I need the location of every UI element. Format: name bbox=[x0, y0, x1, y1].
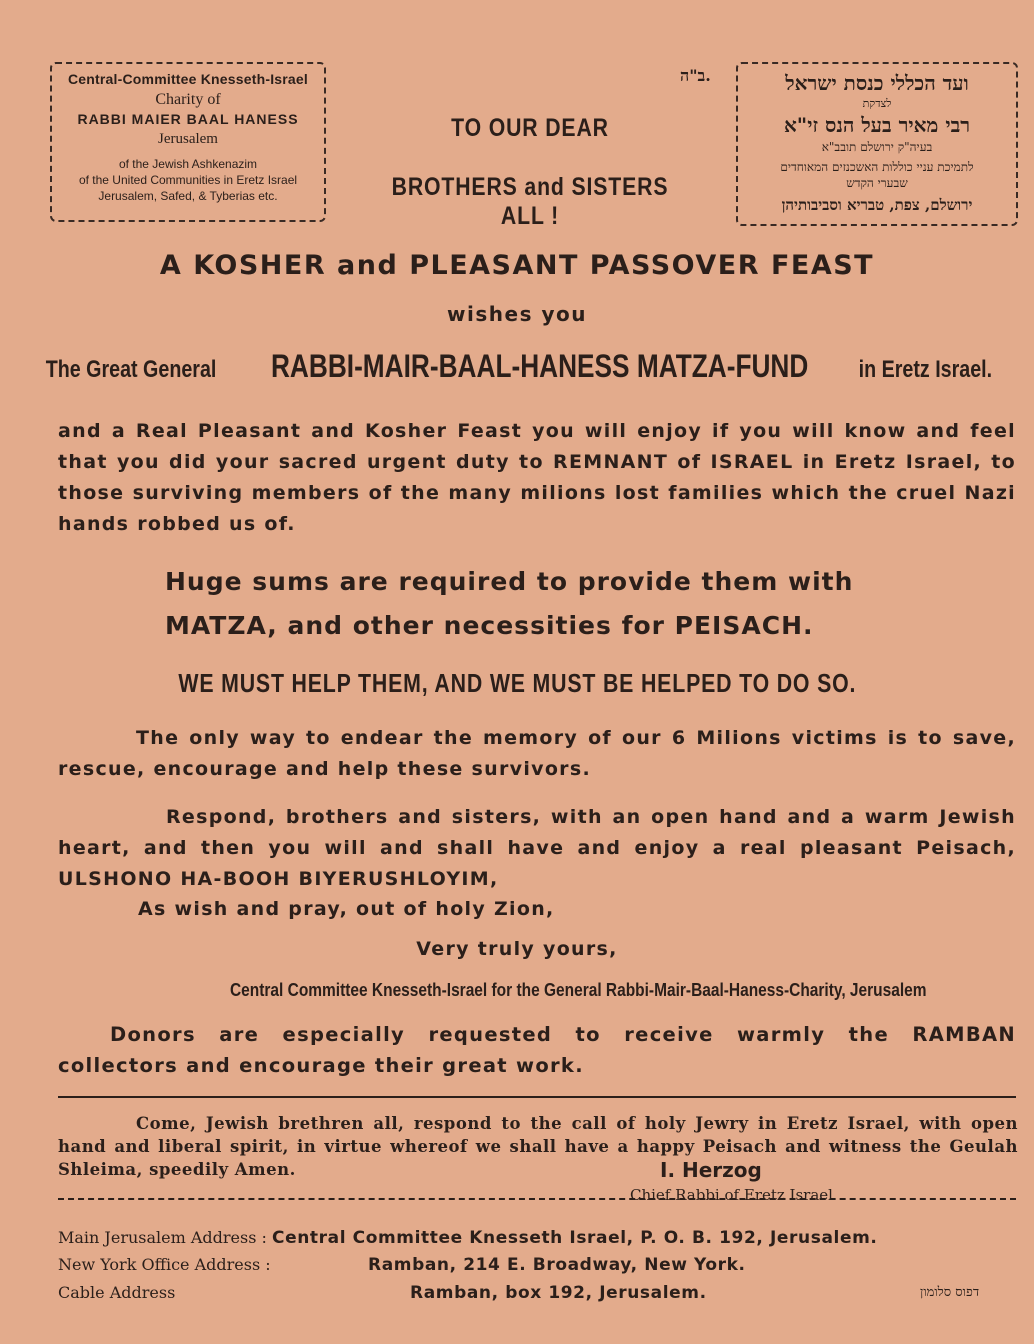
wish-pray-line: As wish and pray, out of holy Zion, bbox=[138, 898, 555, 920]
stamp-en-line: RABBI MAIER BAAL HANESS bbox=[77, 111, 299, 128]
stamp-en-line: Charity of bbox=[155, 90, 221, 108]
address-value: Ramban, box 192, Jerusalem. bbox=[410, 1283, 707, 1303]
english-stamp bbox=[50, 62, 326, 222]
bh-mark: ב"ה. bbox=[680, 66, 711, 85]
divider bbox=[58, 1198, 1016, 1200]
stamp-en-line: Jerusalem bbox=[158, 131, 218, 148]
greeting-line-2: BROTHERS and SISTERS ALL ! bbox=[391, 173, 669, 230]
fund-before: The Great General bbox=[46, 356, 217, 383]
stamp-he-line: בעיה"ק ירושלם תובב"א bbox=[821, 139, 933, 154]
stamp-he-line: לתמיכת עניי כוללות האשכנזים המאוחדים bbox=[780, 160, 974, 175]
stamp-en-line: Jerusalem, Safed, & Tyberias etc. bbox=[98, 189, 278, 203]
paragraph-respond: Respond, brothers and sisters, with an open hand and a warm Jewish heart, and then you will and shall have and enjoy a real pleasant Peisach, ULSHONO HA-BOOH BIYERUSHLOYIM, bbox=[58, 806, 1016, 890]
headline: A KOSHER and PLEASANT PASSOVER FEAST bbox=[159, 250, 875, 281]
huge-sums-line-2: MATZA, and other necessities for PEISACH. bbox=[165, 611, 814, 640]
address-label: Main Jerusalem Address : bbox=[58, 1228, 267, 1247]
address-label: New York Office Address : bbox=[58, 1255, 271, 1274]
paragraph-feast: and a Real Pleasant and Kosher Feast you will enjoy if you will know and feel that you did your sacred urgent duty to REMNANT of ISRAEL in Eretz Israel, to those surviving members of the many milions lost families which the cruel Nazi hands robbed us of. bbox=[58, 420, 1016, 535]
stamp-he-line: לצדקת bbox=[862, 97, 892, 110]
address-label: Cable Address bbox=[58, 1283, 176, 1302]
signatory-text: Central Committee Knesseth-Israel for the General Rabbi-Mair-Baal-Haness-Charity, Jerusalem bbox=[230, 980, 927, 1000]
herzog-message: Come, Jewish brethren all, respond to the call of holy Jewry in Eretz Israel, with open hand and liberal spirit, in virtue whereof we shall have a happy Peisach and witness the Geulah Shleima, speedily Amen. bbox=[58, 1114, 1018, 1179]
fund-after: in Eretz Israel. bbox=[858, 356, 992, 383]
fund-name: RABBI-MAIR-BAAL-HANESS MATZA-FUND bbox=[270, 348, 809, 384]
stamp-he-line: רבי מאיר בעל הנס זי"א bbox=[783, 112, 971, 137]
must-help-line bbox=[0, 668, 1034, 699]
paragraph-donors: Donors are especially requested to receive warmly the RAMBAN collectors and encourage their great work. bbox=[58, 1023, 1016, 1077]
closing-line: Very truly yours, bbox=[416, 938, 618, 960]
address-value: Ramban, 214 E. Broadway, New York. bbox=[368, 1255, 746, 1275]
divider bbox=[58, 1096, 1016, 1098]
signatory-line bbox=[230, 980, 1034, 1001]
herzog-signature-name: I. Herzog bbox=[660, 1158, 762, 1182]
herzog-title: Chief Rabbi of Eretz Israel bbox=[630, 1186, 833, 1204]
printer-mark: דפוס סלומון bbox=[920, 1285, 980, 1300]
stamp-he-line: ועד הכללי כנסת ישראל bbox=[785, 71, 969, 95]
stamp-en-line: of the United Communities in Eretz Israel bbox=[78, 172, 298, 187]
greeting-line-1: TO OUR DEAR bbox=[451, 114, 609, 142]
paragraph-memory: The only way to endear the memory of our 6 Milions victims is to save, rescue, encourage and help these survivors. bbox=[58, 727, 1016, 780]
address-value: Central Committee Knesseth Israel, P. O. B. 192, Jerusalem. bbox=[272, 1228, 878, 1248]
stamp-he-line: שבערי הקדש bbox=[846, 176, 908, 191]
stamp-he-line: ירושלם, צפת, טבריא וסביבותיהן bbox=[781, 196, 973, 215]
wishes-line: wishes you bbox=[447, 302, 587, 326]
stamp-en-line: Central-Committee Knesseth-Israel bbox=[68, 71, 308, 87]
fund-line bbox=[0, 348, 1034, 385]
huge-sums-line-1: Huge sums are required to provide them with bbox=[165, 567, 854, 596]
hebrew-stamp bbox=[736, 62, 1018, 226]
must-help-text: WE MUST HELP THEM, AND WE MUST BE HELPED TO DO SO. bbox=[178, 668, 856, 698]
stamp-en-line: of the Jewish Ashkenazim bbox=[118, 156, 258, 171]
